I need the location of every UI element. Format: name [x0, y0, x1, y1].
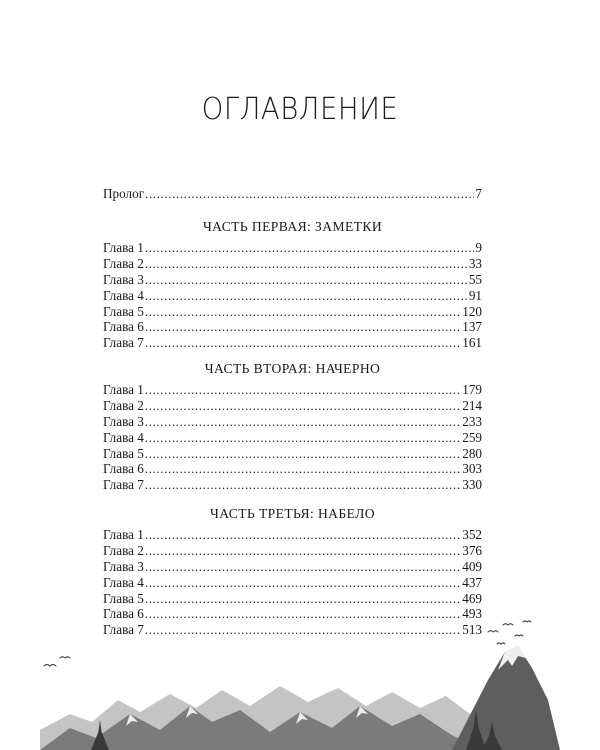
dot-leader: [145, 527, 461, 543]
entry-label: Глава 7: [103, 622, 144, 638]
dot-leader: [145, 414, 461, 430]
entry-page-number: 214: [462, 397, 482, 413]
entry-page-number: 55: [468, 271, 482, 287]
entry-label: Глава 7: [103, 335, 144, 351]
toc-entry[interactable]: [103, 335, 482, 351]
entry-page-number: 303: [462, 461, 482, 477]
toc-entry[interactable]: [103, 461, 482, 477]
dot-leader: [145, 288, 468, 304]
toc-entry[interactable]: [103, 398, 482, 414]
dot-leader: [145, 398, 461, 414]
entry-label: Глава 4: [103, 429, 144, 445]
entry-page-number: 91: [468, 287, 482, 303]
toc-entry[interactable]: [103, 559, 482, 575]
toc-entry[interactable]: [103, 477, 482, 493]
entry-label: Глава 5: [103, 590, 144, 606]
entry-page-number: 376: [462, 542, 482, 558]
dot-leader: [145, 256, 468, 272]
entry-page-number: 352: [462, 527, 482, 542]
dot-leader: [145, 319, 461, 335]
entry-label: Глава 1: [103, 382, 144, 397]
entry-label: Глава 6: [103, 461, 144, 477]
entry-page-number: 161: [462, 335, 482, 351]
entry-label: Глава 4: [103, 574, 144, 590]
dot-leader: [145, 575, 461, 591]
part-heading: ЧАСТЬ ПЕРВАЯ: ЗАМЕТКИ: [202, 219, 383, 234]
entry-label: Глава 6: [103, 606, 144, 622]
entry-page-number: 9: [475, 240, 482, 255]
mountain-illustration: [0, 610, 600, 750]
entry-label: Глава 1: [103, 527, 144, 542]
page-title: ОГЛАВЛЕНИЕ: [201, 92, 399, 127]
dot-leader: [145, 335, 461, 351]
dot-leader: [145, 382, 461, 398]
toc-entry[interactable]: [103, 382, 482, 398]
entry-page-number: 469: [462, 590, 482, 606]
entry-page-number: 179: [462, 382, 482, 397]
entry-label: Глава 1: [103, 240, 144, 255]
toc-entry[interactable]: [103, 543, 482, 559]
toc-entry[interactable]: [103, 319, 482, 335]
toc-entry[interactable]: [103, 591, 482, 607]
toc-entry[interactable]: [103, 575, 482, 591]
dot-leader: [145, 240, 475, 256]
part-heading: ЧАСТЬ ВТОРАЯ: НАЧЕРНО: [204, 361, 381, 376]
toc-entry[interactable]: [103, 304, 482, 320]
entry-label: Глава 3: [103, 413, 144, 429]
entry-label: Глава 3: [103, 558, 144, 574]
entry-label: Глава 3: [103, 271, 144, 287]
toc-part-1: [103, 218, 482, 351]
entry-label: Глава 2: [103, 542, 144, 558]
toc-entry[interactable]: [103, 446, 482, 462]
toc-part-2: [103, 360, 482, 493]
entry-page-number: 437: [462, 574, 482, 590]
toc-entry[interactable]: [103, 527, 482, 543]
toc-entry[interactable]: [103, 288, 482, 304]
dot-leader: [145, 543, 461, 559]
toc-entry[interactable]: [103, 414, 482, 430]
entry-label: Глава 5: [103, 445, 144, 461]
entry-label: Пролог: [103, 186, 145, 201]
prologue-block: [103, 186, 482, 202]
entry-page-number: 493: [462, 606, 482, 622]
entry-label: Глава 5: [103, 303, 144, 319]
entry-page-number: 513: [462, 622, 482, 638]
entry-page-number: 137: [462, 319, 482, 335]
entry-page-number: 259: [462, 429, 482, 445]
dot-leader: [145, 477, 461, 493]
entry-page-number: 330: [462, 477, 482, 493]
entry-page-number: 409: [462, 558, 482, 574]
entry-page-number: 7: [475, 186, 482, 201]
dot-leader: [145, 559, 461, 575]
toc-entry[interactable]: [103, 272, 482, 288]
entry-page-number: 33: [468, 255, 482, 271]
entry-page-number: 280: [462, 445, 482, 461]
dot-leader: [145, 430, 461, 446]
dot-leader: [145, 446, 461, 462]
toc-entry[interactable]: [103, 240, 482, 256]
entry-label: Глава 2: [103, 397, 144, 413]
dot-leader: [145, 272, 468, 288]
toc-entry[interactable]: [103, 430, 482, 446]
toc-entry[interactable]: [103, 256, 482, 272]
part-heading: ЧАСТЬ ТРЕТЬЯ: НАБЕЛО: [210, 506, 375, 521]
dot-leader: [145, 304, 461, 320]
birds-left-icon: [44, 657, 70, 666]
entry-page-number: 233: [462, 413, 482, 429]
entry-label: Глава 2: [103, 255, 144, 271]
dot-leader: [145, 461, 461, 477]
dot-leader: [145, 591, 461, 607]
dot-leader: [145, 186, 474, 202]
entry-label: Глава 4: [103, 287, 144, 303]
birds-right-icon: [488, 621, 531, 644]
entry-label: Глава 7: [103, 477, 144, 493]
entry-page-number: 120: [462, 303, 482, 319]
entry-label: Глава 6: [103, 319, 144, 335]
toc-entry-prologue[interactable]: [103, 186, 482, 202]
